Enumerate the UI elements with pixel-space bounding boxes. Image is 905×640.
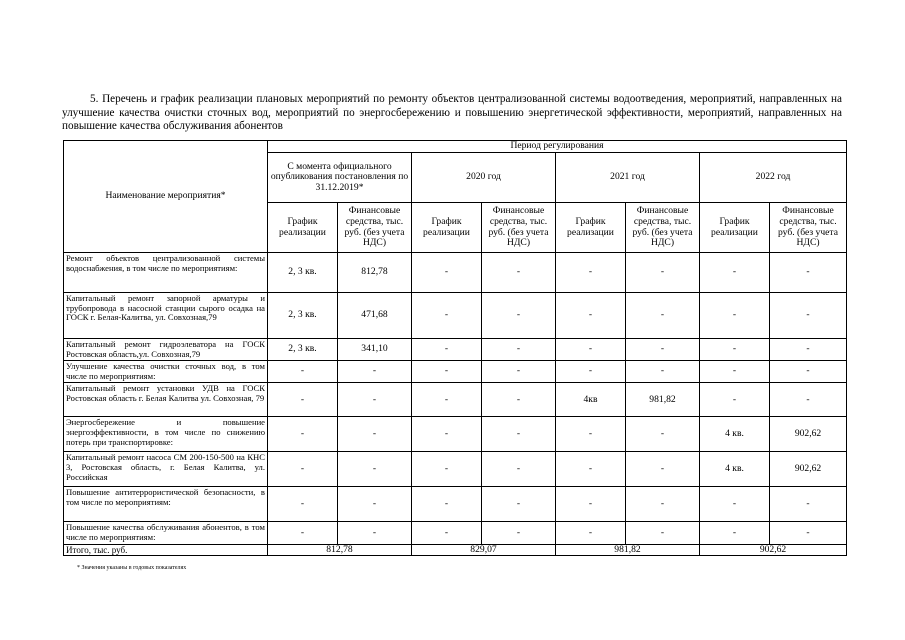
finance-cell: -	[626, 452, 700, 487]
total-value: 902,62	[700, 544, 847, 556]
finance-cell: -	[482, 339, 556, 361]
finance-cell: -	[482, 293, 556, 339]
finance-header: Финансовые средства, тыс. руб. (без учета НДС)	[338, 203, 412, 253]
finance-cell: -	[626, 522, 700, 544]
schedule-cell: 4 кв.	[700, 452, 770, 487]
finance-cell: -	[626, 487, 700, 522]
schedule-cell: -	[556, 339, 626, 361]
finance-cell: -	[626, 339, 700, 361]
schedule-cell: -	[700, 487, 770, 522]
finance-cell: 812,78	[338, 253, 412, 293]
table-row	[64, 487, 847, 522]
finance-cell: 471,68	[338, 293, 412, 339]
schedule-header: График реализации	[556, 203, 626, 253]
finance-cell: 902,62	[770, 417, 847, 452]
period-header-2022: 2022 год	[700, 153, 847, 203]
finance-cell: -	[338, 361, 412, 383]
schedule-header: График реализации	[412, 203, 482, 253]
schedule-cell: -	[412, 339, 482, 361]
schedule-cell: -	[412, 361, 482, 383]
finance-cell: -	[482, 253, 556, 293]
table-row	[64, 522, 847, 544]
table-row	[64, 417, 847, 452]
finance-cell: -	[338, 417, 412, 452]
total-value: 981,82	[556, 544, 700, 556]
period-header: Период регулирования	[268, 141, 847, 153]
finance-cell: -	[338, 452, 412, 487]
measure-name: Ремонт объектов централизованной системы водоснабжения, в том числе по мероприятиям:	[64, 253, 268, 293]
schedule-cell: -	[412, 452, 482, 487]
schedule-cell: -	[556, 452, 626, 487]
finance-header: Финансовые средства, тыс. руб. (без учета НДС)	[770, 203, 847, 253]
finance-cell: -	[338, 383, 412, 417]
schedule-cell: -	[556, 293, 626, 339]
finance-cell: -	[770, 383, 847, 417]
schedule-cell: -	[412, 383, 482, 417]
schedule-cell: -	[412, 253, 482, 293]
period-header-2019: С момента официального опубликования постановления по 31.12.2019*	[268, 153, 412, 203]
schedule-header: График реализации	[700, 203, 770, 253]
footnote: * Значения указаны в годовых показателях	[77, 565, 187, 571]
schedule-cell: -	[268, 361, 338, 383]
schedule-cell: -	[700, 361, 770, 383]
schedule-cell: 4 кв.	[700, 417, 770, 452]
finance-cell: -	[770, 293, 847, 339]
finance-cell: -	[626, 361, 700, 383]
table-row	[64, 339, 847, 361]
table-row	[64, 293, 847, 339]
finance-cell: -	[626, 293, 700, 339]
measure-name: Капитальный ремонт установки УДВ на ГОСК Ростовская область г. Белая Калитва ул. Совхозная, 79	[64, 383, 268, 417]
schedule-cell: -	[700, 339, 770, 361]
schedule-cell: -	[268, 487, 338, 522]
schedule-cell: -	[556, 522, 626, 544]
finance-header: Финансовые средства, тыс. руб. (без учета НДС)	[626, 203, 700, 253]
period-header-2020: 2020 год	[412, 153, 556, 203]
finance-cell: -	[482, 361, 556, 383]
finance-cell: -	[482, 452, 556, 487]
schedule-cell: -	[412, 522, 482, 544]
section-title	[62, 93, 842, 134]
total-value: 829,07	[412, 544, 556, 556]
finance-cell: -	[482, 487, 556, 522]
schedule-cell: -	[412, 487, 482, 522]
measure-name: Капитальный ремонт гидроэлеватора на ГОСК Ростовская область,ул. Совхозная,79	[64, 339, 268, 361]
finance-cell: -	[626, 253, 700, 293]
finance-cell: -	[626, 417, 700, 452]
schedule-cell: 2, 3 кв.	[268, 253, 338, 293]
schedule-cell: 2, 3 кв.	[268, 293, 338, 339]
table-row	[64, 383, 847, 417]
schedule-cell: -	[412, 293, 482, 339]
schedule-cell: -	[556, 487, 626, 522]
finance-cell: -	[338, 522, 412, 544]
total-row	[64, 544, 847, 556]
schedule-header: График реализации	[268, 203, 338, 253]
measure-name: Повышение антитеррористической безопасности, в том числе по мероприятиям:	[64, 487, 268, 522]
finance-cell: 981,82	[626, 383, 700, 417]
period-header-2021: 2021 год	[556, 153, 700, 203]
finance-cell: -	[482, 417, 556, 452]
schedule-cell: -	[700, 383, 770, 417]
schedule-cell: 2, 3 кв.	[268, 339, 338, 361]
schedule-cell: -	[700, 253, 770, 293]
name-column-header: Наименование мероприятия*	[64, 141, 268, 253]
measure-name: Энергосбережение и повышение энергоэффективности, в том числе по снижению потерь при транспортировке:	[64, 417, 268, 452]
schedule-cell: -	[268, 383, 338, 417]
schedule-cell: -	[556, 417, 626, 452]
finance-cell: -	[482, 383, 556, 417]
section-title-text: 5. Перечень и график реализации плановых мероприятий по ремонту объектов централизованной системы водоотведения, мероприятий, направленных на улучшение качества очистки сточных вод, мероприятий по энергосбережению и повышению энергетической эффективности, мероприятий, направленных на повышение качества обслуживания абонентов	[62, 93, 842, 133]
schedule-cell: -	[556, 253, 626, 293]
schedule-cell: 4кв	[556, 383, 626, 417]
finance-cell: 341,10	[338, 339, 412, 361]
finance-cell: -	[770, 361, 847, 383]
finance-cell: -	[338, 487, 412, 522]
finance-header: Финансовые средства, тыс. руб. (без учета НДС)	[482, 203, 556, 253]
finance-cell: 902,62	[770, 452, 847, 487]
header-row-1	[64, 141, 847, 153]
table-row	[64, 253, 847, 293]
table-row	[64, 452, 847, 487]
schedule-cell: -	[556, 361, 626, 383]
finance-cell: -	[770, 487, 847, 522]
measures-table	[63, 140, 847, 556]
finance-cell: -	[482, 522, 556, 544]
schedule-cell: -	[412, 417, 482, 452]
schedule-cell: -	[268, 452, 338, 487]
measure-name: Капитальный ремонт запорной арматуры и трубопровода в насосной станции сырого осадка на ГОСК г. Белая-Калитва, ул. Совхозная,79	[64, 293, 268, 339]
finance-cell: -	[770, 522, 847, 544]
finance-cell: -	[770, 339, 847, 361]
finance-cell: -	[770, 253, 847, 293]
schedule-cell: -	[268, 522, 338, 544]
schedule-cell: -	[268, 417, 338, 452]
total-label: Итого, тыс. руб.	[64, 544, 268, 556]
table-row	[64, 361, 847, 383]
measure-name: Повышение качества обслуживания абонентов, в том числе по мероприятиям:	[64, 522, 268, 544]
total-value: 812,78	[268, 544, 412, 556]
measure-name: Улучшение качества очистки сточных вод, в том числе по мероприятиям:	[64, 361, 268, 383]
schedule-cell: -	[700, 293, 770, 339]
schedule-cell: -	[700, 522, 770, 544]
measure-name: Капитальный ремонт насоса СМ 200-150-500 на КНС 3, Ростовская область, г. Белая Калитва, ул. Российская	[64, 452, 268, 487]
